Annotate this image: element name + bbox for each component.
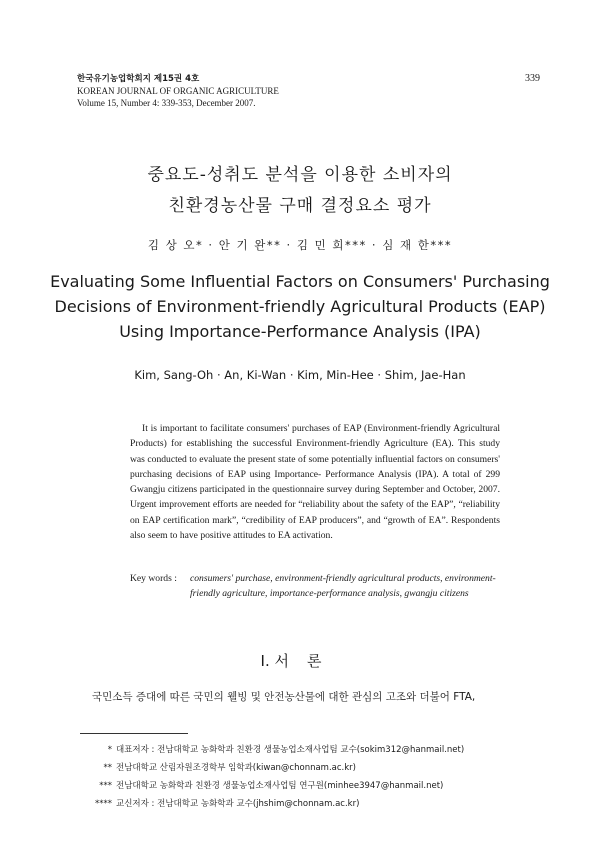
footnote-mark: *** <box>99 781 112 791</box>
section-number: Ⅰ. <box>260 652 270 670</box>
footnote <box>80 795 550 813</box>
body-paragraph: 국민소득 증대에 따른 국민의 웰빙 및 안전농산물에 대한 관심의 고조와 더불어 FTA, <box>92 691 476 703</box>
authors-kr: 김 상 오* · 안 기 완** · 김 민 희*** · 심 재 한*** <box>147 238 453 252</box>
footnotes <box>80 741 550 813</box>
keywords-label: Key words : <box>130 573 177 584</box>
title-en-line1: Evaluating Some Influential Factors on Consumers' Purchasing <box>50 272 550 291</box>
keywords <box>130 571 530 601</box>
footnote <box>80 741 550 759</box>
keywords-text: consumers' purchase, environment-friendly agricultural products, environment-friendly agriculture, importance-performance analysis, gwangju citizens <box>190 573 496 599</box>
footnote-text: 교신저자 : 전남대학교 농화학과 교수(jhshim@chonnam.ac.kr) <box>116 799 360 809</box>
journal-name-en: KOREAN JOURNAL OF ORGANIC AGRICULTURE <box>77 86 279 96</box>
footnote-mark: ** <box>103 763 112 773</box>
title-kr-line2: 친환경농산물 구매 결정요소 평가 <box>168 196 432 216</box>
section-heading <box>0 650 600 671</box>
footnote-mark: * <box>107 745 112 755</box>
page-number: 339 <box>525 73 540 84</box>
footnote <box>80 777 550 795</box>
footnote-text: 전남대학교 농화학과 친환경 생물농업소재사업팀 연구원(minhee3947@hanmail.net) <box>116 781 444 791</box>
abstract-text: It is important to facilitate consumers' purchases of EAP (Environment-friendly Agricultural Products) for establishing the successful Environment-friendly Agriculture (EA). This study was conducted to evaluate the present state of some potentially influential factors on consumers' purchasing decisions of EAP using Importance- Performance Analysis (IPA). A total of 299 Gwangju citizens participated in the questionnaire survey during September and October, 2007. Urgent improvement efforts are needed for “reliability about the safety of the EAP”, “reliability on EAP certification mark”, “credibility of EAP producers”, and “growth of EA”. Respondents also seem to have positive attitudes to EA activation. <box>130 423 500 542</box>
footnote-text: 전남대학교 산림자원조경학부 임학과(kiwan@chonnam.ac.kr) <box>116 763 356 773</box>
title-en-line2: Decisions of Environment-friendly Agricultural Products (EAP) <box>54 297 546 316</box>
title-en-line3: Using Importance-Performance Analysis (IPA) <box>119 322 481 341</box>
footnote <box>80 759 550 777</box>
journal-volume: Volume 15, Number 4: 339-353, December 2007. <box>77 98 256 108</box>
footnote-mark: **** <box>95 799 112 809</box>
section-title: 서론 <box>274 652 340 670</box>
footnote-divider <box>80 733 188 734</box>
title-kr-line1: 중요도-성취도 분석을 이용한 소비자의 <box>147 165 453 185</box>
footnote-text: 대표저자 : 전남대학교 농화학과 친환경 생물농업소재사업팀 교수(sokim312@hanmail.net) <box>116 745 465 755</box>
authors-en: Kim, Sang-Oh · An, Ki-Wan · Kim, Min-Hee · Shim, Jae-Han <box>134 368 466 382</box>
journal-name-kr: 한국유기농업학회지 제15권 4호 <box>77 74 200 84</box>
abstract <box>130 421 500 543</box>
journal-header <box>77 73 547 109</box>
